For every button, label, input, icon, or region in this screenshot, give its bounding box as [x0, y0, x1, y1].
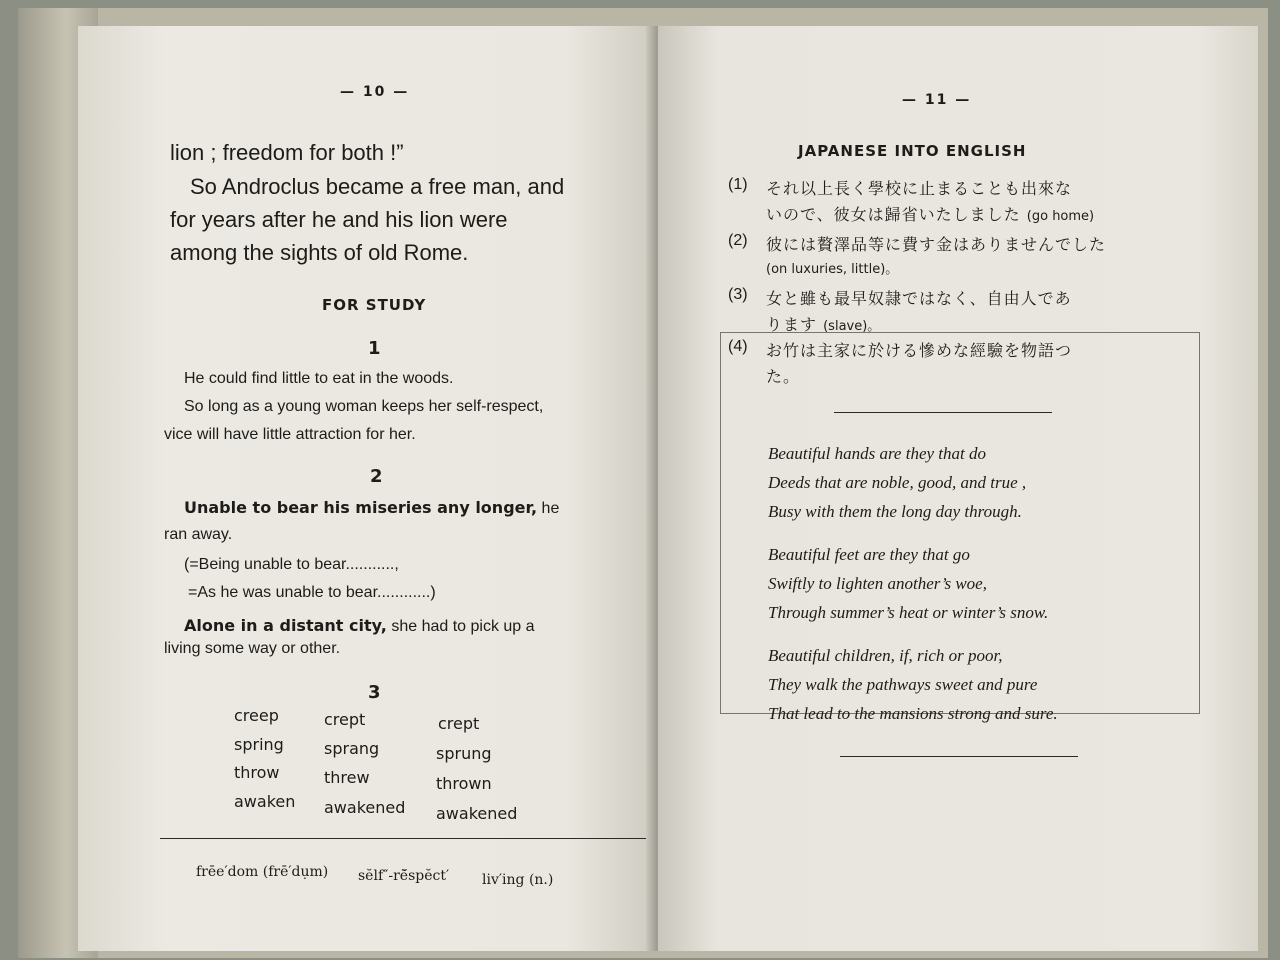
section-2-line-3 — [184, 616, 535, 636]
poem-stanza-2-line-1: Beautiful feet are they that go — [768, 545, 970, 564]
footnote-self-respect: sĕlf″-rē̆spĕct′ — [358, 868, 450, 884]
section-2-line-4: living some way or other. — [164, 640, 341, 657]
poem-stanza-3-line-1: Beautiful children, if, rich or poor, — [768, 646, 1003, 665]
japanese-into-english-heading: JAPANESE INTO ENGLISH — [798, 142, 1027, 160]
verb-col1-row1: creep — [234, 706, 279, 725]
exercise-1-line-1: それ以上長く學校に止まることも出來な — [766, 179, 1073, 198]
section-1-number: 1 — [368, 338, 381, 359]
exercise-1-hint: (go home) — [1026, 209, 1095, 224]
text-line-1: lion ; freedom for both !” — [170, 140, 404, 165]
poem-stanza-3-line-2: They walk the pathways sweet and pure — [768, 675, 1038, 694]
section-1-line-2: So long as a young woman keeps her self-respect, — [184, 398, 544, 415]
verb-col3-row3: thrown — [436, 774, 492, 793]
poem-stanza-1-line-3: Busy with them the long day through. — [768, 502, 1022, 521]
section-1-line-3: vice will have little attraction for her. — [164, 426, 416, 443]
exercise-3-number: (3) — [728, 286, 748, 303]
footnote-living: liv′ing (n.) — [482, 872, 554, 888]
exercise-1-line-2 — [766, 202, 1094, 225]
exercise-2-number: (2) — [728, 232, 748, 249]
verb-col3-row2: sprung — [436, 744, 492, 763]
section-2-line-1-bold: Unable to bear his miseries any longer, — [184, 498, 538, 517]
footnote-divider — [160, 838, 650, 839]
exercise-1-number: (1) — [728, 176, 748, 193]
section-2-paren-1: (=Being unable to bear..........., — [184, 556, 399, 573]
exercise-3-hint: (slave)。 — [823, 319, 881, 334]
verb-col3-row1: crept — [438, 714, 480, 733]
footnote-freedom: frēe′dom (frē′dụm) — [196, 864, 329, 880]
poem-stanza-1-line-1: Beautiful hands are they that do — [768, 444, 986, 463]
open-book — [18, 8, 1268, 958]
verb-col1-row2: spring — [234, 735, 284, 754]
section-2-line-2: ran away. — [164, 526, 233, 543]
left-page — [78, 26, 653, 951]
exercise-3-line-2-text: ります — [766, 315, 818, 334]
exercise-2-line-2 — [766, 258, 898, 277]
exercise-2-hint: (on luxuries, little)。 — [766, 262, 899, 277]
poem-stanza-1-line-2: Deeds that are noble, good, and true , — [768, 473, 1027, 492]
for-study-heading: FOR STUDY — [322, 296, 427, 314]
section-2-line-3-bold: Alone in a distant city, — [184, 616, 387, 635]
verb-col3-row4: awakened — [436, 804, 518, 823]
exercise-4-line-1: お竹は主家に於ける慘めな經驗を物語つ — [766, 341, 1073, 360]
verb-col2-row2: sprang — [324, 739, 380, 758]
section-1-line-1: He could find little to eat in the woods. — [184, 370, 454, 387]
text-line-3: for years after he and his lion were — [170, 207, 508, 232]
poem-top-rule — [834, 412, 1052, 413]
verb-col2-row1: crept — [324, 710, 366, 729]
page-number-11: — 11 — — [902, 92, 972, 108]
poem-stanza-3-line-3: That lead to the mansions strong and sure. — [768, 704, 1058, 723]
section-2-line-1 — [184, 498, 559, 518]
exercise-2-line-1: 彼には贅澤品等に費す金はありませんでした — [766, 235, 1107, 254]
section-2-paren-2: =As he was unable to bear............) — [188, 584, 436, 601]
section-2-line-3-rest: she had to pick up a — [386, 618, 535, 635]
exercise-4-number: (4) — [728, 338, 748, 355]
verb-col1-row3: throw — [234, 763, 280, 782]
verb-col1-row4: awaken — [234, 792, 296, 811]
poem-bottom-rule — [840, 756, 1078, 757]
verb-col2-row3: threw — [324, 768, 370, 787]
text-line-2: So Androclus became a free man, and — [190, 174, 565, 199]
poem-stanza-2-line-2: Swiftly to lighten another’s woe, — [768, 574, 987, 593]
section-2-line-1-rest: he — [537, 500, 560, 517]
verb-col2-row4: awakened — [324, 798, 406, 817]
section-3-number: 3 — [368, 682, 381, 703]
text-line-4: among the sights of old Rome. — [170, 240, 469, 265]
page-number-10: — 10 — — [340, 84, 410, 100]
section-2-number: 2 — [370, 466, 383, 487]
right-page — [658, 26, 1258, 951]
poem-stanza-2-line-3: Through summer’s heat or winter’s snow. — [768, 603, 1049, 622]
exercise-3-line-1: 女と雖も最早奴隷ではなく、自由人であ — [766, 289, 1072, 308]
exercise-1-line-2-text: いので、彼女は歸省いたしました — [766, 205, 1021, 224]
exercise-4-line-2: た。 — [766, 367, 801, 386]
